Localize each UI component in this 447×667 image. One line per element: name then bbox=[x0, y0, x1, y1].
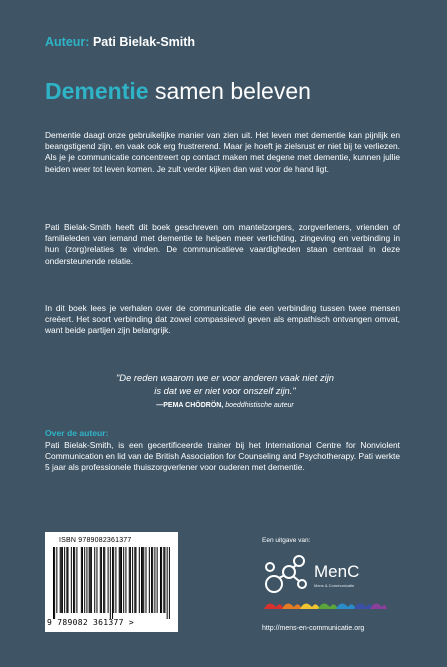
book-title-rest: samen beleven bbox=[154, 78, 311, 104]
author-line bbox=[45, 35, 195, 49]
blurb-paragraph-2: Pati Bielak-Smith heeft dit boek geschreven om mantelzorgers, zorgverleners, vrienden of familieleden van iemand met dementie te helpen meer verlichting, zingeving en verbinding in hun (zorg)relaties te vinden. De communicatieve vaardigheden staan centraal in deze ondersteunende relatie. bbox=[45, 222, 400, 266]
publisher-tagline: Mens & Communicatie bbox=[314, 583, 355, 588]
publisher-intro: Een uitgave van: bbox=[262, 537, 311, 544]
book-title-accent: Dementie bbox=[45, 78, 149, 104]
quote-line-2: is dat we er niet voor onszelf zijn." bbox=[154, 384, 296, 396]
publisher-url[interactable]: http://mens-en-communicatie.org bbox=[262, 625, 365, 632]
quote bbox=[60, 372, 390, 397]
about-author-text: Pati Bielak-Smith, is een gecertificeerde trainer bij het International Centre for Nonviolent Communication en lid van de British Association for Counseling and Psychotherapy. Pati werkte 5 jaar als professionele thuiszorgverlener voor ouderen met dementie. bbox=[45, 440, 400, 473]
quote-author: —PEMA CHÖDRÖN, bbox=[156, 402, 224, 409]
colored-birds-icon bbox=[262, 597, 387, 615]
blurb-paragraph-3: In dit boek lees je verhalen over de communicatie die een verbinding tussen twee mensen creëert. Het soort verbinding dat zowel compassievol geven als empathisch ontvangen omvat, want beide partijen zijn belangrijk. bbox=[45, 303, 400, 336]
menc-logo-icon bbox=[262, 552, 312, 596]
quote-author-role: boeddhistische auteur bbox=[225, 402, 294, 409]
isbn-number: ISBN 9789082361377 bbox=[59, 537, 132, 544]
blurb-paragraph-1: Dementie daagt onze gebruikelijke manier van zien uit. Het leven met dementie kan pijnlijk en beangstigend zijn, en vaak ook erg frustrerend. Maar je hoeft je zielsrust er niet bij te verliezen. Als je je communicatie concentreert op contact maken met degene met dementie, kunnen jullie beiden weer tot leven komen. Je zult verder kijken dan wat voor de hand ligt. bbox=[45, 130, 400, 174]
quote-line-1: "De reden waarom we er voor anderen vaak niet zijn bbox=[115, 372, 335, 383]
barcode-digits: 9 789082 361377 > bbox=[47, 618, 134, 627]
publisher-name: MenC bbox=[314, 562, 360, 581]
about-author-label: Over de auteur: bbox=[45, 428, 109, 438]
author-label: Auteur: bbox=[45, 35, 90, 49]
author-name: Pati Bielak-Smith bbox=[92, 35, 196, 49]
barcode-box bbox=[45, 532, 178, 632]
barcode-icon bbox=[53, 547, 170, 619]
quote-attribution bbox=[60, 402, 390, 409]
book-title bbox=[45, 78, 311, 105]
